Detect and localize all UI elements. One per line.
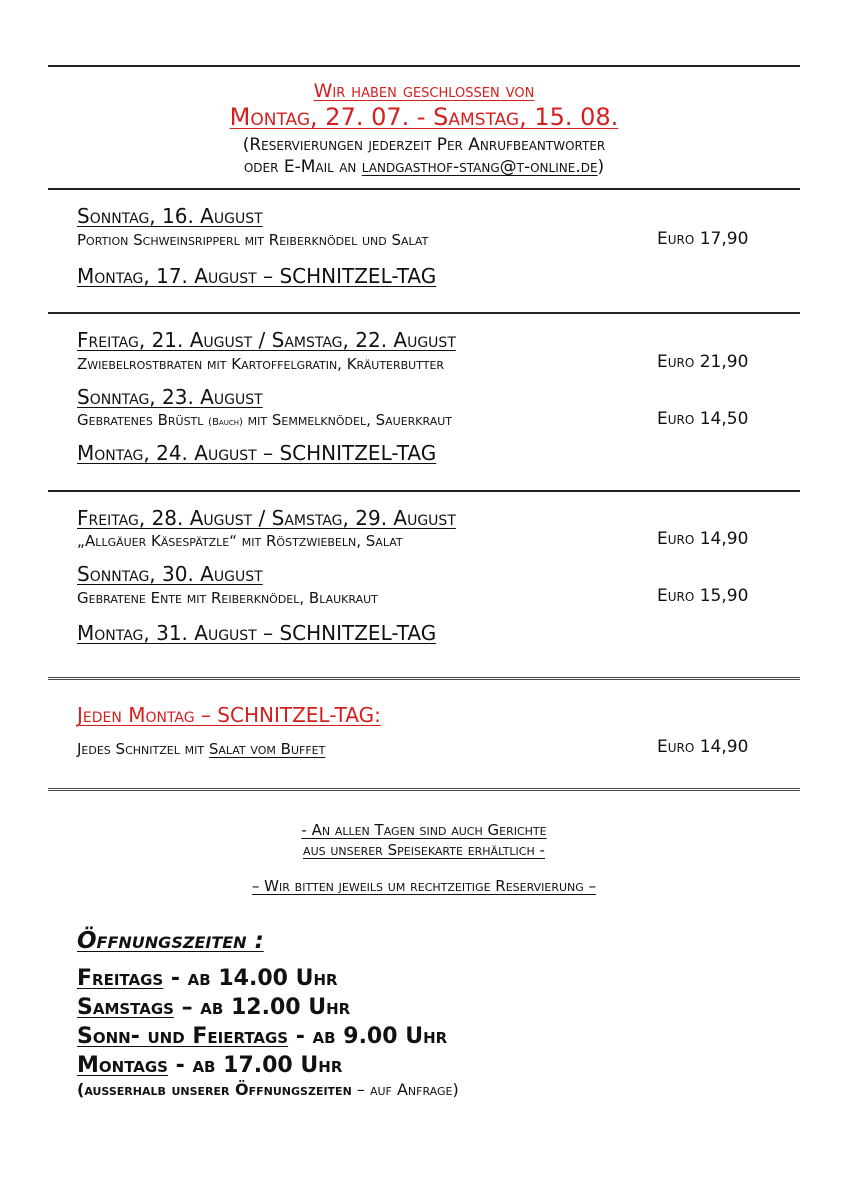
divider-5 [48,788,800,794]
schnitzel-day-heading: Montag, 17. August – SCHNITZEL-TAG [77,264,437,288]
dish-part: Gebratenes Brüstl [77,411,209,429]
email-link[interactable]: landgasthof-stang@t-online.de [361,157,598,177]
closure-line-2: Montag, 27. 07. - Samstag, 15. 08. [229,103,619,131]
note-line-1: - An allen Tagen sind auch Gerichte [301,821,547,839]
opening-day: Freitags [77,966,164,991]
dish-name: Zwiebelrostbraten mit Kartoffelgratin, Kräuterbutter [77,355,445,373]
divider-3 [48,490,800,492]
opening-time: - ab 17.00 Uhr [168,1053,343,1078]
opening-hours-row [77,995,350,1020]
day-heading: Sonntag, 23. August [77,385,263,409]
reservation-prefix: oder E-Mail an [243,157,362,177]
closure-dates [48,103,800,131]
opening-hours-title: Öffnungszeiten : [77,928,264,954]
note-line-2: aus unserer Speisekarte erhältlich - [303,841,545,859]
dish-part: mit Semmelknödel, Sauerkraut [242,411,453,429]
reservation-line-1: (Reservierungen jederzeit Per Anrufbeantworter [242,135,606,155]
schnitzel-day-heading: Montag, 31. August – SCHNITZEL-TAG [77,621,437,645]
dish-price: Euro 14,90 [657,529,749,549]
monday-special-heading: Jeden Montag – SCHNITZEL-TAG: [77,703,381,727]
top-divider [48,65,800,67]
divider-4 [48,677,800,683]
schnitzel-day-heading: Montag, 24. August – SCHNITZEL-TAG [77,441,437,465]
monday-dish [77,740,325,758]
dish-name: „Allgäuer Käsespätzle“ mit Röstzwiebeln, Salat [77,532,403,550]
day-heading: Sonntag, 16. August [77,204,263,228]
opening-day: Samstags [77,995,174,1020]
dish-price: Euro 21,90 [657,352,749,372]
monday-price: Euro 14,90 [657,737,749,757]
opening-day: Montags [77,1053,168,1078]
day-heading: Sonntag, 30. August [77,562,263,586]
dish-name: Gebratene Ente mit Reiberknödel, Blaukraut [77,589,378,607]
opening-time: - ab 14.00 Uhr [163,966,338,991]
opening-day: Sonn- und Feiertags [77,1024,289,1049]
salad-buffet-label: Salat vom Buffet [208,740,326,758]
opening-time: – ab 12.00 Uhr [173,995,351,1020]
divider-1 [48,188,800,190]
opening-hours-footnote [77,1080,459,1099]
opening-hours-row [77,1053,342,1078]
footnote-normal: – auf Anfrage) [351,1080,459,1099]
reservation-request-note [48,876,800,896]
monday-dish-prefix: Jedes Schnitzel mit [77,740,209,758]
closure-heading [48,80,800,102]
reservation-line-2 [48,156,800,178]
opening-hours-row [77,1024,447,1049]
menu-availability-note [48,820,800,860]
footnote-bold: (ausserhalb unserer Öffnungszeiten [77,1080,352,1099]
day-heading: Freitag, 21. August / Samstag, 22. August [77,328,456,352]
closure-line-1: Wir haben geschlossen von [313,80,535,102]
dish-note: (Bauch) [208,417,243,428]
dish-name: Portion Schweinsripperl mit Reiberknödel und Salat [77,231,429,249]
day-heading: Freitag, 28. August / Samstag, 29. August [77,506,456,530]
dish-price: Euro 15,90 [657,586,749,606]
reservation-note [48,134,800,178]
opening-time: - ab 9.00 Uhr [288,1024,448,1049]
reservation-suffix: ) [597,157,605,177]
dish-name [77,411,452,429]
note-line-3: – Wir bitten jeweils um rechtzeitige Reservierung – [251,877,597,895]
dish-price: Euro 14,50 [657,409,749,429]
divider-2 [48,312,800,314]
dish-price: Euro 17,90 [657,229,749,249]
opening-hours-row [77,966,338,991]
